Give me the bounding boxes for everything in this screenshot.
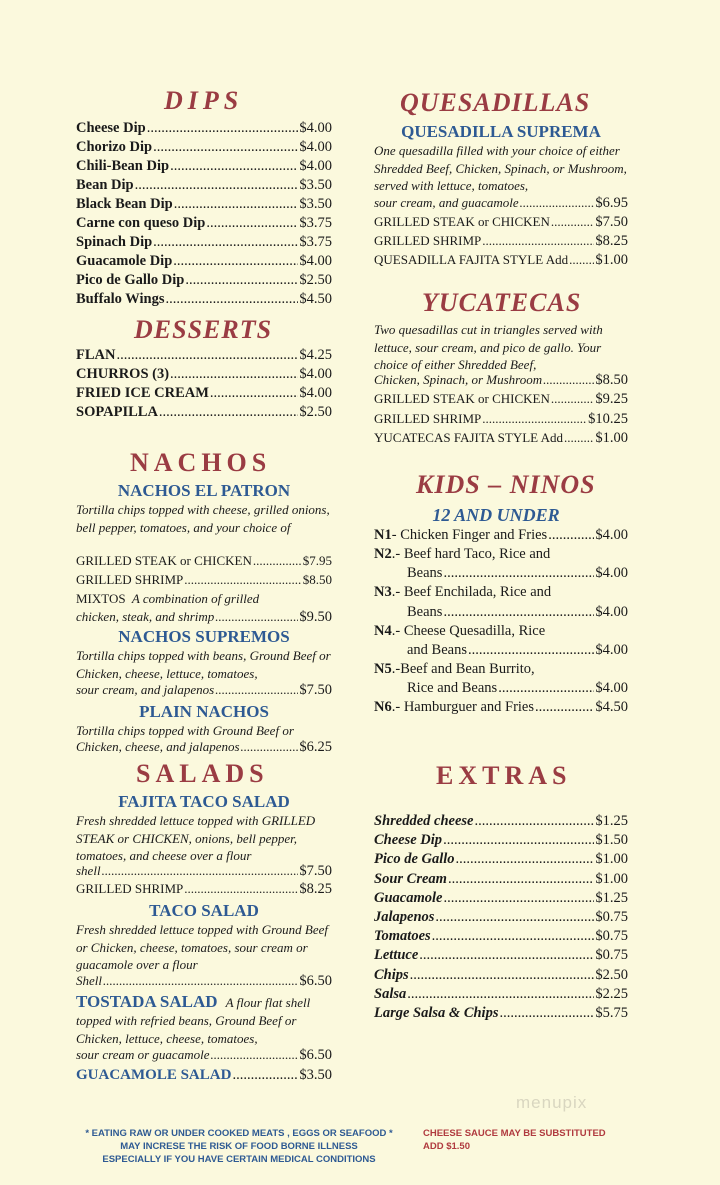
- extra-item: Guacamole ..... $1.25: [374, 889, 628, 908]
- warning-line-2: MAY INCRESE THE RISK OF FOOD BORNE ILLNESS: [120, 1141, 358, 1152]
- extra-item: Jalapenos ..... $0.75: [374, 908, 628, 927]
- quesadilla-fajita-row: QUESADILLA FAJITA STYLE Add ..... $1.00: [374, 251, 628, 269]
- nachos-el-patron-steak-row: GRILLED STEAK or CHICKEN ..... $7.95: [76, 552, 332, 570]
- plain-nachos-desc: Tortilla chips topped with Ground Beef or: [76, 723, 294, 738]
- quesadilla-shrimp-row: GRILLED SHRIMP ..... $8.25: [374, 232, 628, 250]
- kids-item: N2.- Beef hard Taco, Rice and Beans ..... $4.00: [374, 545, 628, 583]
- extras-title: EXTRAS: [436, 761, 572, 790]
- dip-item: Buffalo Wings ..... $4.50: [76, 290, 332, 309]
- quesadilla-suprema-title: QUESADILLA SUPREMA: [401, 122, 601, 141]
- dip-item: Pico de Gallo Dip ..... $2.50: [76, 271, 332, 290]
- dessert-item: CHURROS (3) ..... $4.00: [76, 365, 332, 384]
- plain-nachos-title: PLAIN NACHOS: [139, 702, 269, 721]
- extras-list: [374, 812, 628, 1023]
- nachos-supremos-row: sour cream, and jalapenos ..... $7.50: [76, 681, 332, 699]
- kids-item: N1 - Chicken Finger and Fries ..... $4.00: [374, 526, 628, 545]
- dip-item: Carne con queso Dip ..... $3.75: [76, 214, 332, 233]
- extra-item: Pico de Gallo ..... $1.00: [374, 850, 628, 869]
- kids-subtitle: 12 AND UNDER: [432, 505, 560, 525]
- taco-salad-row: Shell ..... $6.50: [76, 972, 332, 990]
- extra-item: Sour Cream ..... $1.00: [374, 870, 628, 889]
- extra-item: Large Salsa & Chips ..... $5.75: [374, 1004, 628, 1023]
- sauce-line-1: CHEESE SAUCE MAY BE SUBSTITUTED: [423, 1128, 606, 1139]
- tostada-salad-row: sour cream or guacamole ..... $6.50: [76, 1046, 332, 1064]
- extra-item: Lettuce ..... $0.75: [374, 946, 628, 965]
- extra-item: Tomatoes ..... $0.75: [374, 927, 628, 946]
- fajita-taco-salad-shrimp-row: GRILLED SHRIMP ..... $8.25: [76, 880, 332, 898]
- desserts-title: DESSERTS: [134, 315, 273, 344]
- fajita-taco-salad-desc: Fresh shredded lettuce topped with GRILLED STEAK or CHICKEN, onions, bell pepper, tomatoes, and cheese over a flour: [76, 813, 316, 863]
- quesadillas-title: QUESADILLAS: [400, 88, 591, 117]
- yucatecas-desc: Two quesadillas cut in triangles served with lettuce, sour cream, and pico de gallo. Your choice of either Shredded Beef,: [374, 322, 603, 372]
- warning-line-3: ESPECIALLY IF YOU HAVE CERTAIN MEDICAL CONDITIONS: [102, 1154, 376, 1165]
- kids-item: N5.-Beef and Bean Burrito, Rice and Beans ..... $4.00: [374, 660, 628, 698]
- quesadilla-suprema-row: sour cream, and guacamole ..... $6.95: [374, 194, 628, 212]
- dip-item: Black Bean Dip ..... $3.50: [76, 195, 332, 214]
- dip-item: Guacamole Dip ..... $4.00: [76, 252, 332, 271]
- kids-item: N6 .- Hamburguer and Fries ..... $4.50: [374, 698, 628, 717]
- yucatecas-steak-row: GRILLED STEAK or CHICKEN ..... $9.25: [374, 390, 628, 408]
- extra-item: Salsa ..... $2.25: [374, 985, 628, 1004]
- taco-salad-title: TACO SALAD: [149, 901, 259, 920]
- dips-list: [76, 119, 332, 309]
- quesadilla-suprema-desc: One quesadilla filled with your choice of either Shredded Beef, Chicken, Spinach, or Mushroom, served with lettuce, tomatoes,: [374, 143, 627, 193]
- tostada-salad-desc: topped with refried beans, Ground Beef or Chicken, lettuce, cheese, tomatoes,: [76, 1013, 297, 1046]
- sauce-line-2: ADD $1.50: [423, 1141, 470, 1152]
- desserts-list: [76, 346, 332, 422]
- dip-item: Cheese Dip ..... $4.00: [76, 119, 332, 138]
- dessert-item: FRIED ICE CREAM ..... $4.00: [76, 384, 332, 403]
- dip-item: Chili-Bean Dip ..... $4.00: [76, 157, 332, 176]
- food-safety-warning: [80, 1127, 398, 1166]
- guacamole-salad-row: GUACAMOLE SALAD ..... $3.50: [76, 1066, 332, 1085]
- quesadilla-steak-row: GRILLED STEAK or CHICKEN ..... $7.50: [374, 213, 628, 231]
- yucatecas-shrimp-row: GRILLED SHRIMP ..... $10.25: [374, 410, 628, 428]
- dessert-item: SOPAPILLA ..... $2.50: [76, 403, 332, 422]
- nachos-mixtos-row: chicken, steak, and shrimp ..... $9.50: [76, 608, 332, 626]
- dessert-item: FLAN ..... $4.25: [76, 346, 332, 365]
- dips-title: DIPS: [164, 86, 244, 115]
- nachos-mixtos-line: MIXTOS A combination of grilled: [76, 591, 260, 606]
- taco-salad-desc: Fresh shredded lettuce topped with Ground Beef or Chicken, cheese, tomatoes, sour cream or guacamole over a flour: [76, 922, 329, 972]
- salads-title: SALADS: [136, 759, 269, 788]
- yucatecas-row: Chicken, Spinach, or Mushroom ..... $8.50: [374, 371, 628, 389]
- kids-item: N4.- Cheese Quesadilla, Rice and Beans ..... $4.00: [374, 622, 628, 660]
- kids-list: [374, 526, 628, 717]
- cheese-sauce-note: [423, 1127, 606, 1153]
- dip-item: Bean Dip ..... $3.50: [76, 176, 332, 195]
- kids-item: N3.- Beef Enchilada, Rice and Beans ..... $4.00: [374, 583, 628, 621]
- fajita-taco-salad-row: shell ..... $7.50: [76, 862, 332, 880]
- tostada-salad-heading: TOSTADA SALAD A flour flat shell: [76, 992, 311, 1011]
- watermark: menupix: [516, 1093, 588, 1112]
- warning-line-1: * EATING RAW OR UNDER COOKED MEATS , EGGS OR SEAFOOD *: [85, 1128, 393, 1139]
- dip-item: Spinach Dip ..... $3.75: [76, 233, 332, 252]
- plain-nachos-row: Chicken, cheese, and jalapenos ..... $6.25: [76, 738, 332, 756]
- nachos-el-patron-title: NACHOS EL PATRON: [117, 481, 291, 500]
- yucatecas-fajita-row: YUCATECAS FAJITA STYLE Add ..... $1.00: [374, 429, 628, 447]
- dip-item: Chorizo Dip ..... $4.00: [76, 138, 332, 157]
- nachos-supremos-title: NACHOS SUPREMOS: [118, 627, 290, 646]
- fajita-taco-salad-title: FAJITA TACO SALAD: [118, 792, 290, 811]
- extra-item: Cheese Dip ..... $1.50: [374, 831, 628, 850]
- nachos-supremos-desc: Tortilla chips topped with beans, Ground Beef or Chicken, cheese, lettuce, tomatoes,: [76, 648, 331, 681]
- nachos-title: NACHOS: [130, 448, 272, 477]
- kids-title: KIDS – NINOS: [416, 470, 596, 499]
- extra-item: Chips ..... $2.50: [374, 966, 628, 985]
- extra-item: Shredded cheese ..... $1.25: [374, 812, 628, 831]
- tostada-salad-title: TOSTADA SALAD: [76, 992, 218, 1011]
- yucatecas-title: YUCATECAS: [422, 288, 582, 317]
- nachos-el-patron-desc: Tortilla chips topped with cheese, grilled onions, bell pepper, tomatoes, and your choice of: [76, 502, 330, 535]
- nachos-el-patron-shrimp-row: GRILLED SHRIMP ..... $8.50: [76, 571, 332, 589]
